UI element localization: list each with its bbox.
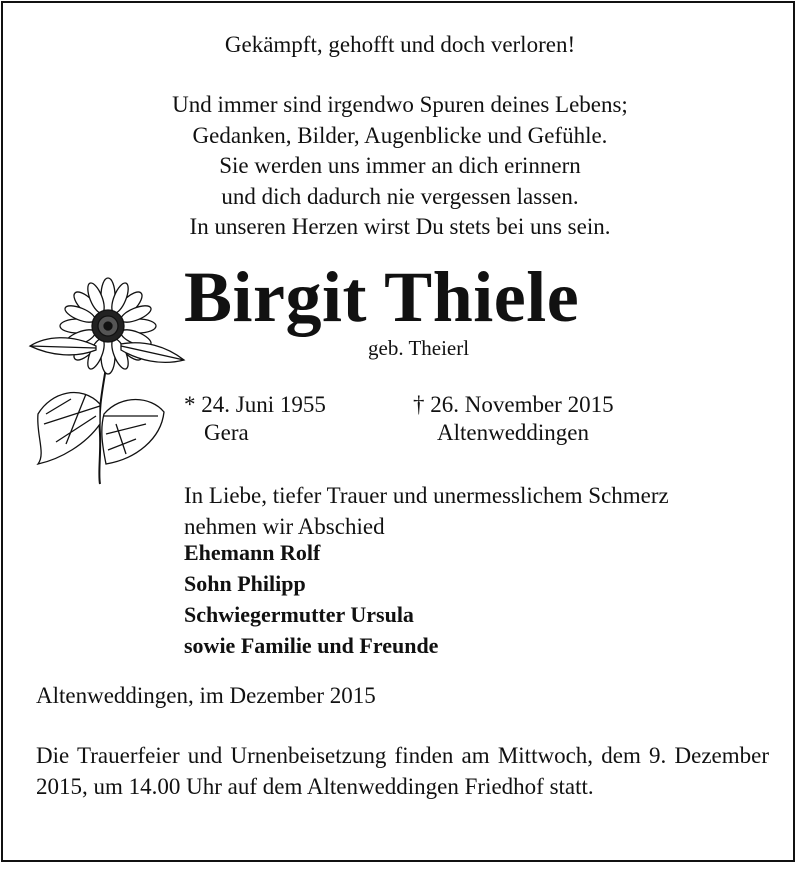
intro-line: nehmen wir Abschied: [184, 514, 385, 539]
verse-line: In unseren Herzen wirst Du stets bei uns sein.: [189, 214, 611, 239]
verse-line: Sie werden uns immer an dich erinnern: [219, 153, 581, 178]
intro-line: In Liebe, tiefer Trauer und unermesslichem Schmerz: [184, 483, 669, 508]
death-place: Altenweddingen: [437, 420, 590, 445]
mourner: Schwiegermutter Ursula: [184, 602, 414, 627]
verse-line: Und immer sind irgendwo Spuren deines Lebens;: [172, 92, 628, 117]
verse-line: Gedanken, Bilder, Augenblicke und Gefühle.: [192, 122, 608, 148]
maiden-name: geb. Theierl: [368, 336, 470, 360]
birth-date: * 24. Juni 1955: [184, 392, 326, 417]
verse-line: und dich dadurch nie vergessen lassen.: [221, 183, 579, 209]
mourner: Ehemann Rolf: [184, 540, 321, 565]
sunflower-icon: [26, 274, 196, 494]
verse: [0, 90, 800, 243]
death-info: [413, 391, 614, 447]
mourners-list: [184, 537, 438, 661]
birth-place: Gera: [204, 420, 249, 445]
death-date: † 26. November 2015: [413, 392, 614, 417]
mourner: sowie Familie und Freunde: [184, 633, 439, 658]
motto: Gekämpft, gehofft und doch verloren!: [224, 32, 576, 57]
birth-info: [184, 391, 326, 447]
mourner: Sohn Philipp: [184, 571, 306, 596]
deceased-name: Birgit Thiele: [184, 257, 580, 337]
place-date: Altenweddingen, im Dezember 2015: [36, 683, 376, 708]
funeral-notice: Die Trauerfeier und Urnenbeisetzung finden am Mittwoch, dem 9. Dezember 2015, um 14.00 Uhr auf dem Altenweddingen Friedhof statt.: [36, 743, 769, 799]
farewell-intro: [184, 480, 669, 542]
